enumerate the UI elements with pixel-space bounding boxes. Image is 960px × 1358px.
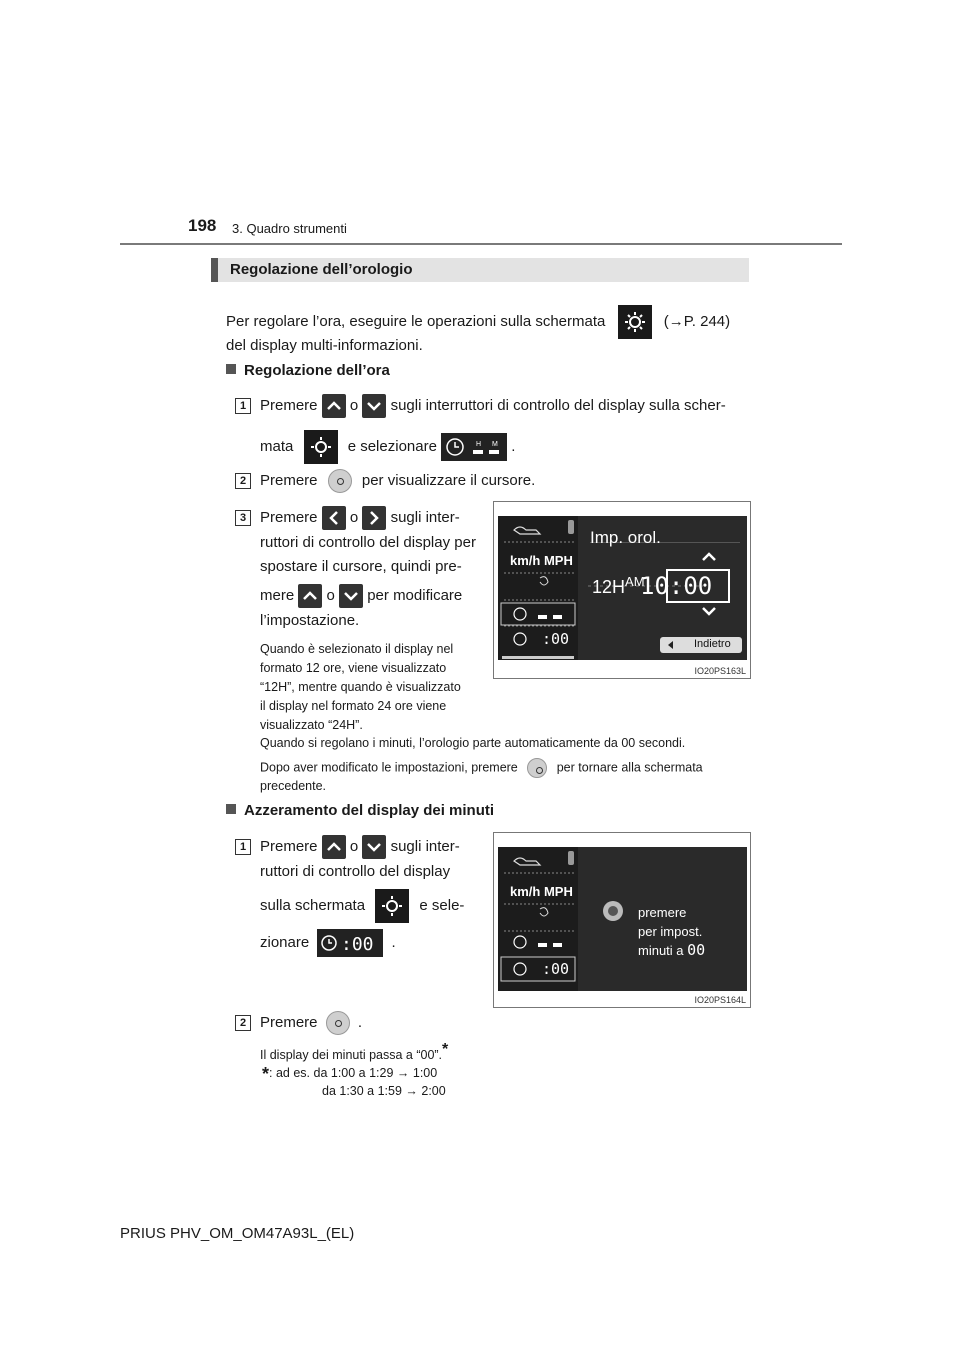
ampm-label: AM <box>625 574 645 589</box>
intro-line-1 <box>226 305 750 339</box>
step-text: . <box>511 437 516 455</box>
message-minutes: 00 <box>687 941 706 959</box>
figure-code: IO20PS164L <box>694 995 746 1005</box>
step3-line5: l’impostazione. <box>260 612 360 629</box>
step3-line2: ruttori di controllo del display per <box>260 534 476 551</box>
step3-line4 <box>260 584 480 608</box>
intro-text-a: Per regolare l’ora, eseguire le operazioni sulla schermata <box>226 312 606 330</box>
note-line: Quando è selezionato il display nel <box>260 642 454 656</box>
display-screen <box>498 847 747 991</box>
note-line: visualizzato “24H”. <box>260 718 363 732</box>
sub2-step1-block <box>260 835 480 957</box>
settings-gear-icon <box>375 889 409 923</box>
step3-block <box>260 506 480 735</box>
step-text: per modificare <box>367 586 463 604</box>
step-text: e sele- <box>419 896 465 914</box>
step-text: per visualizzare il cursore. <box>361 471 536 489</box>
chevron-up-icon <box>322 394 346 418</box>
note-line: formato 12 ore, viene visualizzato <box>260 661 447 675</box>
step3-note <box>260 640 479 735</box>
svg-text:M: M <box>492 441 498 448</box>
figure-clock-settings <box>493 501 751 679</box>
bullet-square-icon <box>226 364 236 374</box>
footnote-text: : ad es. da 1:00 a 1:29 → 1:00 <box>269 1066 438 1080</box>
mode-display <box>592 574 645 598</box>
subheading-minutes <box>226 802 494 819</box>
asterisk: * <box>262 1064 270 1084</box>
section-heading <box>211 258 749 282</box>
chevron-down-icon <box>362 394 386 418</box>
sub2-step1-line1 <box>260 835 480 859</box>
step2-line <box>260 469 535 493</box>
display-illustration <box>498 847 747 991</box>
back-button-icon <box>527 758 547 778</box>
step-number: 1 <box>235 839 251 855</box>
step-text: zionare <box>260 933 310 951</box>
screen-title: Imp. orol. <box>590 528 661 547</box>
step-text: e selezionare <box>347 437 437 455</box>
hour-value: 10 <box>640 572 669 600</box>
step-text: . <box>391 933 396 951</box>
sub2-step1-line3 <box>260 889 480 923</box>
header-rule <box>120 243 842 245</box>
step-text: o <box>326 586 335 604</box>
subheading-time-text: Regolazione dell’ora <box>244 362 390 379</box>
step-text: sulla schermata <box>260 896 366 914</box>
step1-line2 <box>260 430 515 464</box>
step-text: mere <box>260 586 295 604</box>
step-text: o <box>349 396 359 414</box>
step-number: 2 <box>235 1015 251 1031</box>
step-text: Premere <box>260 396 318 414</box>
note-text: per tornare alla schermata <box>556 760 703 775</box>
time-display: 10:00 <box>640 572 713 600</box>
step-text: sugli inter- <box>390 508 460 526</box>
figure-minute-reset <box>493 832 751 1008</box>
message-line: premere <box>638 905 687 920</box>
message-line: per impost. <box>638 924 703 939</box>
list-minutes: :00 <box>542 960 570 978</box>
note-seconds: Quando si regolano i minuti, l’orologio parte automaticamente da 00 secondi. <box>260 736 686 750</box>
step-text: mata <box>260 437 294 455</box>
chevron-up-icon <box>298 584 322 608</box>
step-text: . <box>357 1013 363 1031</box>
step-text: sugli interruttori di controllo del display sulla scher- <box>390 396 726 414</box>
display-screen <box>498 516 747 660</box>
message-line <box>638 941 705 960</box>
document-footer: PRIUS PHV_OM_OM47A93L_(EL) <box>120 1225 355 1242</box>
clock-hm-icon <box>441 433 507 461</box>
svg-text:H: H <box>476 441 482 448</box>
minutes-note <box>260 1040 448 1065</box>
units-label: km/h MPH <box>510 553 573 568</box>
footnote-line-2: da 1:30 a 1:59 → 2:00 <box>322 1084 446 1098</box>
back-label: Indietro <box>694 638 731 650</box>
sub2-step2-line <box>260 1011 362 1035</box>
mode-label: 12H <box>592 577 626 597</box>
page-reference: (→P. 244) <box>663 312 731 330</box>
bullet-square-icon <box>226 804 236 814</box>
step-text: Premere <box>260 508 318 526</box>
page-number: 198 <box>188 216 217 235</box>
note-text: Dopo aver modificato le impostazioni, premere <box>260 760 518 775</box>
chevron-right-icon <box>362 506 386 530</box>
section-title: 3. Quadro strumenti <box>232 221 347 236</box>
settings-gear-icon <box>618 305 652 339</box>
step-text: Premere <box>260 1013 318 1031</box>
footnote-line-1 <box>262 1064 437 1084</box>
chevron-up-icon <box>322 835 346 859</box>
note-back <box>260 758 750 778</box>
note-line: il display nel formato 24 ore viene <box>260 699 447 713</box>
step1-line1 <box>260 394 726 418</box>
step-text: o <box>349 837 359 855</box>
step-number: 2 <box>235 473 251 489</box>
subheading-time <box>226 362 390 379</box>
note-text: precedente. <box>260 779 327 793</box>
step-text: Premere <box>260 471 318 489</box>
step-text: Premere <box>260 837 318 855</box>
step3-line3: spostare il cursore, quindi pre- <box>260 558 462 575</box>
step-number: 1 <box>235 398 251 414</box>
asterisk: * <box>442 1041 449 1058</box>
sub2-step1-line2: ruttori di controllo del display <box>260 863 451 880</box>
units-label: km/h MPH <box>510 884 573 899</box>
note-line: “12H”, mentre quando è visualizzato <box>260 680 461 694</box>
list-minutes: :00 <box>542 630 570 648</box>
step3-line1 <box>260 506 480 530</box>
intro-line-2: del display multi-informazioni. <box>226 337 423 354</box>
message-text: minuti a <box>638 943 684 958</box>
chevron-left-icon <box>322 506 346 530</box>
step-text: sugli inter- <box>390 837 460 855</box>
figure-code: IO20PS163L <box>694 666 746 676</box>
ok-button-icon <box>326 1011 350 1035</box>
subheading-minutes-text: Azzeramento del display dei minuti <box>244 802 495 819</box>
step-text: o <box>349 508 359 526</box>
sub2-step1-line4 <box>260 929 480 957</box>
note-text: Il display dei minuti passa a “00”. <box>260 1048 443 1063</box>
chevron-down-icon <box>362 835 386 859</box>
ok-button-icon <box>328 469 352 493</box>
minute-value: 00 <box>683 572 713 600</box>
section-heading-text: Regolazione dell’orologio <box>230 261 413 278</box>
chevron-down-icon <box>339 584 363 608</box>
clock-minutes-icon <box>317 929 383 957</box>
step-number: 3 <box>235 510 251 526</box>
settings-gear-icon <box>304 430 338 464</box>
svg-text::00: :00 <box>341 934 374 955</box>
reset-message <box>638 903 705 960</box>
